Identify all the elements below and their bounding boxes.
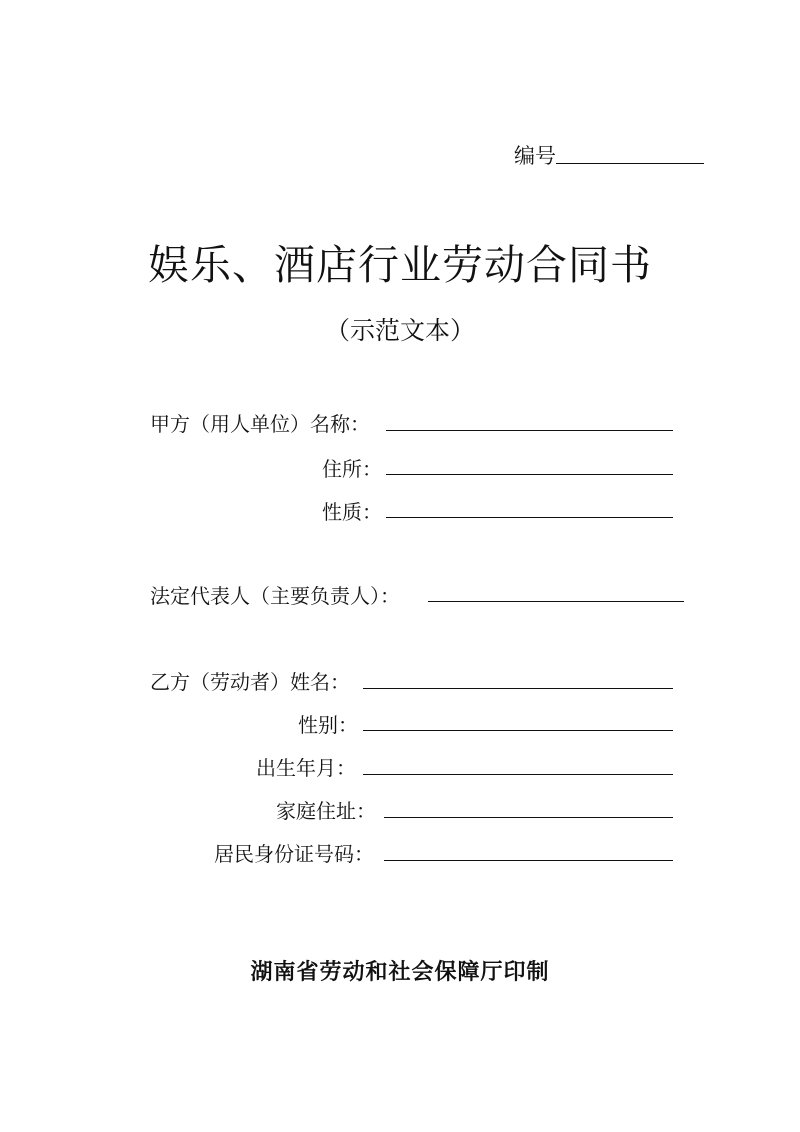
party-a-address-field[interactable] bbox=[386, 474, 673, 475]
party-b-home-field[interactable] bbox=[384, 817, 673, 818]
party-b-id-label: 居民身份证号码： bbox=[214, 842, 374, 866]
document-subtitle: （示范文本） bbox=[324, 316, 475, 345]
legal-rep-field[interactable] bbox=[428, 601, 684, 602]
publisher-text: 湖南省劳动和社会保障厅印制 bbox=[250, 959, 550, 985]
legal-rep-label: 法定代表人（主要负责人）： bbox=[150, 584, 400, 608]
party-b-home-label: 家庭住址： bbox=[276, 799, 376, 823]
document-title: 娱乐、酒店行业劳动合同书 bbox=[148, 241, 652, 289]
party-a-nature-label: 性质： bbox=[322, 500, 382, 524]
party-b-birth-label: 出生年月： bbox=[256, 756, 356, 780]
party-a-nature-field[interactable] bbox=[386, 517, 673, 518]
party-a-name-label: 甲方（用人单位）名称： bbox=[150, 412, 370, 436]
serial-number-label: 编号 bbox=[514, 144, 556, 168]
party-a-name-field[interactable] bbox=[386, 430, 673, 431]
serial-number-field[interactable] bbox=[556, 163, 704, 164]
party-b-gender-label: 性别： bbox=[298, 713, 358, 737]
party-b-name-label: 乙方（劳动者）姓名： bbox=[150, 670, 350, 694]
party-b-birth-field[interactable] bbox=[363, 774, 673, 775]
party-a-address-label: 住所： bbox=[322, 457, 382, 481]
party-b-name-field[interactable] bbox=[363, 688, 673, 689]
party-b-id-field[interactable] bbox=[384, 860, 673, 861]
party-b-gender-field[interactable] bbox=[363, 730, 673, 731]
